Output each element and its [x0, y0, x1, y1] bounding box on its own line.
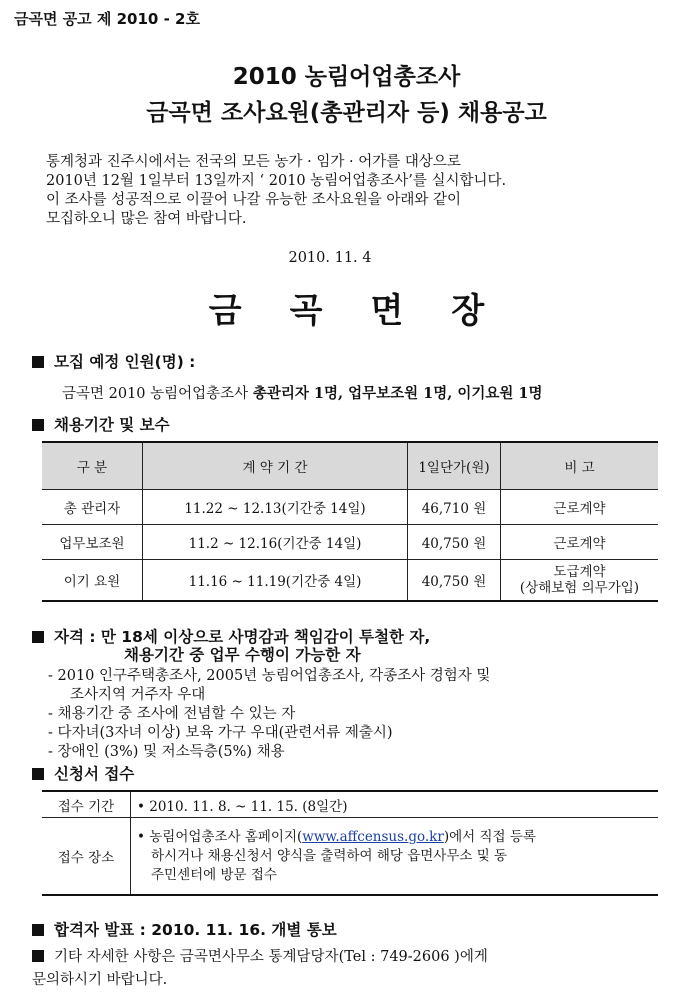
intro-line-2: 2010년 12월 1일부터 13일까지 ‘ 2010 농림어업총조사’를 실시합니다. — [46, 173, 507, 189]
recruit-count-line — [62, 382, 543, 403]
pay-cell-rate: 40,750 원 — [408, 525, 501, 560]
pay-cell-note: 근로계약 — [501, 525, 659, 560]
table-row — [42, 490, 658, 525]
pay-cell-rate: 40,750 원 — [408, 560, 501, 602]
square-bullet-icon — [32, 419, 44, 431]
pay-cell-type: 업무보조원 — [42, 525, 143, 560]
pay-cell-note — [501, 560, 659, 602]
pay-cell-rate: 46,710 원 — [408, 490, 501, 525]
intro-line-1: 통계청과 진주시에서는 전국의 모든 농가 · 임가 · 어가를 대상으로 — [46, 154, 461, 170]
page-title-line2: 금곡면 조사요원(총관리자 등) 채용공고 — [146, 100, 547, 126]
page-title-line1: 2010 농림어업총조사 — [232, 64, 461, 90]
pay-note-line2: (상해보험 의무가입) — [519, 580, 640, 596]
place-line1-prefix: • 농림어업총조사 홈페이지( — [137, 828, 303, 845]
application-place-label: 접수 장소 — [42, 818, 131, 896]
result-heading-text: 합격자 발표 : 2010. 11. 16. 개별 통보 — [54, 921, 337, 939]
application-place-value — [131, 818, 659, 896]
pay-cell-note: 근로계약 — [501, 490, 659, 525]
issuer-name: 금곡면장 — [208, 291, 533, 331]
qualification-item-4: - 장애인 (3%) 및 저소득층(5%) 채용 — [48, 744, 285, 760]
section-pay-heading — [32, 413, 170, 435]
application-heading-text: 신청서 접수 — [54, 765, 135, 783]
place-line1-suffix: )에서 직접 등록 — [443, 828, 536, 845]
section-recruit-heading-text: 모집 예정 인원(명) : — [54, 353, 196, 371]
application-period-value: • 2010. 11. 8. ~ 11. 15. (8일간) — [131, 791, 659, 818]
pay-header-period: 계 약 기 간 — [143, 442, 408, 490]
pay-cell-period: 11.22 ~ 12.13(기간중 14일) — [143, 490, 408, 525]
section-pay-heading-text: 채용기간 및 보수 — [54, 416, 170, 434]
intro-line-3: 이 조사를 성공적으로 이끌어 나갈 유능한 조사요원을 아래와 같이 — [46, 192, 462, 208]
application-period-label: 접수 기간 — [42, 791, 131, 818]
section-result-heading — [32, 918, 337, 940]
application-place-line3: 주민센터에 방문 접수 — [151, 866, 277, 883]
square-bullet-icon — [32, 950, 44, 962]
affcensus-link[interactable]: www.affcensus.go.kr — [302, 828, 444, 845]
table-row — [42, 818, 658, 896]
qualification-item-1b: 조사지역 거주자 우대 — [70, 687, 206, 703]
contact-line-2: 문의하시기 바랍니다. — [32, 972, 168, 988]
qualification-heading-line1: 자격 : 만 18세 이상으로 사명감과 책임감이 투철한 자, — [54, 628, 431, 646]
section-application-heading — [32, 762, 134, 784]
pay-table — [42, 441, 658, 602]
table-row — [42, 791, 658, 818]
pay-header-rate: 1일단가(원) — [408, 442, 501, 490]
recruit-count-bold: 총관리자 1명, 업무보조원 1명, 이기요원 1명 — [252, 385, 543, 402]
recruit-count-prefix: 금곡면 2010 농림어업총조사 — [62, 386, 249, 402]
application-table — [42, 790, 658, 896]
pay-note-line1: 도급계약 — [553, 564, 606, 580]
square-bullet-icon — [32, 768, 44, 780]
pay-header-type: 구 분 — [42, 442, 143, 490]
qualification-item-2: - 채용기간 중 조사에 전념할 수 있는 자 — [48, 706, 296, 722]
contact-line-1-text: 기타 자세한 사항은 금곡면사무소 통계담당자(Tel : 749-2606 )에게 — [54, 949, 488, 965]
qualification-heading-line2: 채용기간 중 업무 수행이 가능한 자 — [124, 646, 361, 664]
pay-cell-period: 11.16 ~ 11.19(기간중 4일) — [143, 560, 408, 602]
section-recruit-heading — [32, 350, 195, 372]
pay-cell-period: 11.2 ~ 12.16(기간중 14일) — [143, 525, 408, 560]
notice-date: 2010. 11. 4 — [288, 250, 372, 266]
application-place-line1 — [137, 828, 652, 847]
pay-table-header-row — [42, 442, 658, 490]
table-row — [42, 560, 658, 602]
pay-cell-type: 총 관리자 — [42, 490, 143, 525]
square-bullet-icon — [32, 356, 44, 368]
table-row — [42, 525, 658, 560]
qualification-item-1: - 2010 인구주택총조사, 2005년 농림어업총조사, 각종조사 경험자 및 — [48, 668, 491, 684]
pay-cell-type: 이기 요원 — [42, 560, 143, 602]
square-bullet-icon — [32, 924, 44, 936]
application-place-line2: 하시거나 채용신청서 양식을 출력하여 해당 읍면사무소 및 동 — [151, 847, 508, 864]
contact-line-1 — [32, 945, 488, 966]
pay-header-note: 비 고 — [501, 442, 659, 490]
notice-number: 금곡면 공고 제 2010 - 2호 — [14, 10, 200, 28]
qualification-item-3: - 다자녀(3자녀 이상) 보육 가구 우대(관련서류 제출시) — [48, 725, 393, 741]
intro-line-4: 모집하오니 많은 참여 바랍니다. — [46, 211, 247, 227]
square-bullet-icon — [32, 631, 44, 643]
